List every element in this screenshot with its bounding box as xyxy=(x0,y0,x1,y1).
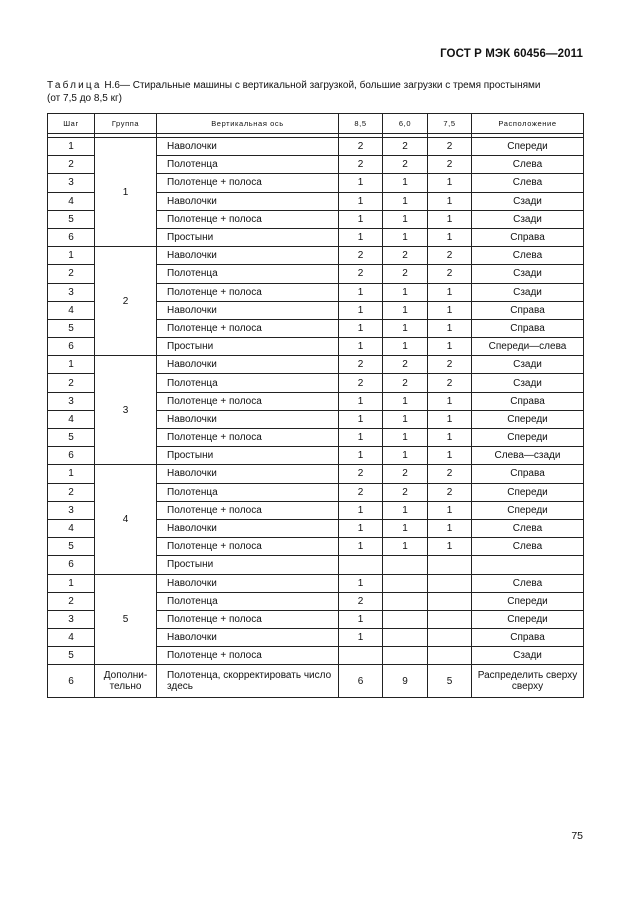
item-cell: Наволочки xyxy=(157,519,339,537)
step-cell: 6 xyxy=(48,228,95,246)
step-cell: 1 xyxy=(48,574,95,592)
caption-number: Н.6 xyxy=(104,80,120,91)
item-cell: Наволочки xyxy=(157,192,339,210)
load-85-cell: 1 xyxy=(339,538,383,556)
step-cell: 3 xyxy=(48,610,95,628)
load-60-cell xyxy=(383,592,428,610)
load-85-cell: 1 xyxy=(339,410,383,428)
step-cell: 3 xyxy=(48,501,95,519)
placement-cell: Сзади xyxy=(472,647,584,665)
step-cell: 1 xyxy=(48,465,95,483)
load-75-cell: 2 xyxy=(428,465,472,483)
table-row xyxy=(48,247,584,265)
load-75-cell xyxy=(428,647,472,665)
table-row xyxy=(48,138,584,156)
step-cell: 6 xyxy=(48,338,95,356)
load-75-cell: 1 xyxy=(428,519,472,537)
load-85-cell: 1 xyxy=(339,174,383,192)
load-75-cell: 1 xyxy=(428,192,472,210)
load-85-cell: 1 xyxy=(339,283,383,301)
item-cell: Простыни xyxy=(157,338,339,356)
item-cell: Полотенце + полоса xyxy=(157,610,339,628)
load-60-cell: 1 xyxy=(383,174,428,192)
load-85-cell: 2 xyxy=(339,265,383,283)
caption-text-line2: (от 7,5 до 8,5 кг) xyxy=(47,93,122,104)
placement-cell: Слева xyxy=(472,574,584,592)
table-row xyxy=(48,665,584,698)
load-75-cell: 1 xyxy=(428,319,472,337)
step-cell: 5 xyxy=(48,538,95,556)
group-cell: 1 xyxy=(95,138,157,247)
item-cell: Наволочки xyxy=(157,629,339,647)
placement-cell: Сзади xyxy=(472,210,584,228)
group-cell: 3 xyxy=(95,356,157,465)
placement-cell: Распределить сверху сверху xyxy=(472,665,584,698)
placement-cell: Спереди xyxy=(472,501,584,519)
load-60-cell: 1 xyxy=(383,192,428,210)
group-cell: Дополни-тельно xyxy=(95,665,157,698)
column-header-load-60: 6,0 xyxy=(383,114,428,134)
load-60-cell: 2 xyxy=(383,356,428,374)
step-cell: 6 xyxy=(48,447,95,465)
load-75-cell: 2 xyxy=(428,265,472,283)
table-row xyxy=(48,574,584,592)
load-60-cell: 2 xyxy=(383,138,428,156)
load-60-cell: 1 xyxy=(383,338,428,356)
item-cell: Наволочки xyxy=(157,247,339,265)
group-cell: 4 xyxy=(95,465,157,574)
item-cell: Полотенце + полоса xyxy=(157,538,339,556)
placement-cell xyxy=(472,556,584,574)
placement-cell: Спереди—слева xyxy=(472,338,584,356)
load-60-cell: 2 xyxy=(383,465,428,483)
load-75-cell: 2 xyxy=(428,138,472,156)
placement-cell: Спереди xyxy=(472,138,584,156)
load-60-cell: 2 xyxy=(383,265,428,283)
load-85-cell: 1 xyxy=(339,629,383,647)
step-cell: 2 xyxy=(48,592,95,610)
load-85-cell: 1 xyxy=(339,501,383,519)
load-75-cell: 1 xyxy=(428,447,472,465)
load-75-cell: 1 xyxy=(428,429,472,447)
load-85-cell xyxy=(339,556,383,574)
step-cell: 3 xyxy=(48,283,95,301)
load-75-cell xyxy=(428,556,472,574)
load-75-cell: 5 xyxy=(428,665,472,698)
load-75-cell: 1 xyxy=(428,538,472,556)
placement-cell: Слева xyxy=(472,519,584,537)
load-85-cell: 1 xyxy=(339,574,383,592)
load-85-cell: 1 xyxy=(339,338,383,356)
load-60-cell: 1 xyxy=(383,447,428,465)
load-60-cell: 1 xyxy=(383,519,428,537)
load-85-cell: 1 xyxy=(339,192,383,210)
item-cell: Полотенце + полоса xyxy=(157,647,339,665)
load-75-cell: 1 xyxy=(428,210,472,228)
step-cell: 4 xyxy=(48,629,95,647)
item-cell: Наволочки xyxy=(157,301,339,319)
load-60-cell: 2 xyxy=(383,247,428,265)
step-cell: 5 xyxy=(48,319,95,337)
load-85-cell xyxy=(339,647,383,665)
step-cell: 4 xyxy=(48,519,95,537)
placement-cell: Справа xyxy=(472,228,584,246)
placement-cell: Слева xyxy=(472,538,584,556)
load-75-cell: 2 xyxy=(428,483,472,501)
step-cell: 1 xyxy=(48,247,95,265)
step-cell: 4 xyxy=(48,192,95,210)
load-75-cell xyxy=(428,629,472,647)
load-60-cell xyxy=(383,556,428,574)
load-85-cell: 1 xyxy=(339,610,383,628)
load-85-cell: 1 xyxy=(339,429,383,447)
load-75-cell: 1 xyxy=(428,174,472,192)
step-cell: 5 xyxy=(48,429,95,447)
placement-cell: Справа xyxy=(472,392,584,410)
placement-cell: Спереди xyxy=(472,610,584,628)
load-75-cell: 1 xyxy=(428,501,472,519)
placement-cell: Сзади xyxy=(472,265,584,283)
load-85-cell: 6 xyxy=(339,665,383,698)
load-60-cell xyxy=(383,574,428,592)
document-header: ГОСТ Р МЭК 60456—2011 xyxy=(440,48,583,60)
placement-cell: Сзади xyxy=(472,374,584,392)
placement-cell: Справа xyxy=(472,319,584,337)
load-60-cell: 1 xyxy=(383,538,428,556)
item-cell: Наволочки xyxy=(157,356,339,374)
step-cell: 6 xyxy=(48,556,95,574)
item-cell: Полотенца xyxy=(157,265,339,283)
load-75-cell xyxy=(428,610,472,628)
load-60-cell: 2 xyxy=(383,374,428,392)
placement-cell: Справа xyxy=(472,629,584,647)
load-60-cell: 1 xyxy=(383,501,428,519)
step-cell: 5 xyxy=(48,210,95,228)
column-header-step: Шаг xyxy=(48,114,95,134)
load-75-cell: 1 xyxy=(428,228,472,246)
placement-cell: Слева xyxy=(472,156,584,174)
step-cell: 1 xyxy=(48,138,95,156)
step-cell: 2 xyxy=(48,483,95,501)
step-cell: 5 xyxy=(48,647,95,665)
load-75-cell: 1 xyxy=(428,392,472,410)
placement-cell: Справа xyxy=(472,465,584,483)
load-75-cell: 2 xyxy=(428,356,472,374)
placement-cell: Справа xyxy=(472,301,584,319)
step-cell: 2 xyxy=(48,374,95,392)
load-85-cell: 1 xyxy=(339,392,383,410)
load-60-cell: 1 xyxy=(383,410,428,428)
load-85-cell: 1 xyxy=(339,210,383,228)
item-cell: Наволочки xyxy=(157,574,339,592)
item-cell: Полотенца xyxy=(157,592,339,610)
placement-cell: Спереди xyxy=(472,429,584,447)
load-60-cell: 2 xyxy=(383,156,428,174)
load-85-cell: 2 xyxy=(339,138,383,156)
placement-cell: Слева xyxy=(472,174,584,192)
placement-cell: Сзади xyxy=(472,356,584,374)
item-cell: Полотенца xyxy=(157,483,339,501)
load-85-cell: 2 xyxy=(339,374,383,392)
group-cell: 5 xyxy=(95,574,157,665)
item-cell: Полотенце + полоса xyxy=(157,283,339,301)
load-85-cell: 1 xyxy=(339,228,383,246)
load-85-cell: 1 xyxy=(339,447,383,465)
item-cell: Полотенце + полоса xyxy=(157,174,339,192)
load-60-cell: 1 xyxy=(383,210,428,228)
table-caption xyxy=(47,79,583,105)
placement-cell: Сзади xyxy=(472,192,584,210)
load-75-cell: 1 xyxy=(428,410,472,428)
column-header-load-85: 8,5 xyxy=(339,114,383,134)
placement-cell: Слева—сзади xyxy=(472,447,584,465)
item-cell: Полотенце + полоса xyxy=(157,319,339,337)
load-60-cell: 1 xyxy=(383,283,428,301)
load-60-cell: 1 xyxy=(383,319,428,337)
step-cell: 3 xyxy=(48,392,95,410)
table-header-row xyxy=(48,114,584,134)
step-cell: 4 xyxy=(48,410,95,428)
column-header-load-75: 7,5 xyxy=(428,114,472,134)
item-cell: Простыни xyxy=(157,447,339,465)
column-header-axis: Вертикальная ось xyxy=(157,114,339,134)
item-cell: Полотенца xyxy=(157,374,339,392)
table-row xyxy=(48,465,584,483)
group-cell: 2 xyxy=(95,247,157,356)
step-cell: 6 xyxy=(48,665,95,698)
caption-label: Таблица xyxy=(47,80,102,91)
load-75-cell: 1 xyxy=(428,301,472,319)
step-cell: 2 xyxy=(48,156,95,174)
load-85-cell: 1 xyxy=(339,319,383,337)
item-cell: Простыни xyxy=(157,556,339,574)
load-85-cell: 2 xyxy=(339,465,383,483)
table-body xyxy=(48,134,584,698)
placement-cell: Слева xyxy=(472,247,584,265)
load-85-cell: 1 xyxy=(339,301,383,319)
load-60-cell xyxy=(383,629,428,647)
item-cell: Полотенце + полоса xyxy=(157,210,339,228)
item-cell: Полотенце + полоса xyxy=(157,392,339,410)
placement-cell: Спереди xyxy=(472,483,584,501)
load-60-cell: 1 xyxy=(383,429,428,447)
load-60-cell: 1 xyxy=(383,228,428,246)
load-60-cell: 9 xyxy=(383,665,428,698)
item-cell: Наволочки xyxy=(157,138,339,156)
load-85-cell: 2 xyxy=(339,592,383,610)
item-cell: Наволочки xyxy=(157,465,339,483)
load-75-cell: 2 xyxy=(428,247,472,265)
placement-cell: Сзади xyxy=(472,283,584,301)
data-table xyxy=(47,113,584,698)
item-cell: Простыни xyxy=(157,228,339,246)
step-cell: 3 xyxy=(48,174,95,192)
item-cell: Полотенца, скорректировать число здесь xyxy=(157,665,339,698)
table-row xyxy=(48,356,584,374)
load-75-cell: 2 xyxy=(428,156,472,174)
load-85-cell: 2 xyxy=(339,156,383,174)
load-60-cell: 1 xyxy=(383,392,428,410)
load-75-cell xyxy=(428,574,472,592)
placement-cell: Спереди xyxy=(472,410,584,428)
load-75-cell: 1 xyxy=(428,338,472,356)
item-cell: Полотенца xyxy=(157,156,339,174)
load-75-cell xyxy=(428,592,472,610)
column-header-group: Группа xyxy=(95,114,157,134)
load-60-cell: 2 xyxy=(383,483,428,501)
load-75-cell: 2 xyxy=(428,374,472,392)
load-60-cell xyxy=(383,647,428,665)
load-85-cell: 2 xyxy=(339,483,383,501)
column-header-placement: Расположение xyxy=(472,114,584,134)
item-cell: Наволочки xyxy=(157,410,339,428)
load-85-cell: 1 xyxy=(339,519,383,537)
step-cell: 4 xyxy=(48,301,95,319)
caption-text-line1: — Стиральные машины с вертикальной загрузкой, большие загрузки с тремя простынями xyxy=(119,80,541,91)
load-85-cell: 2 xyxy=(339,247,383,265)
item-cell: Полотенце + полоса xyxy=(157,429,339,447)
item-cell: Полотенце + полоса xyxy=(157,501,339,519)
step-cell: 2 xyxy=(48,265,95,283)
placement-cell: Спереди xyxy=(472,592,584,610)
step-cell: 1 xyxy=(48,356,95,374)
load-85-cell: 2 xyxy=(339,356,383,374)
load-60-cell: 1 xyxy=(383,301,428,319)
page-number: 75 xyxy=(571,830,583,842)
load-60-cell xyxy=(383,610,428,628)
load-75-cell: 1 xyxy=(428,283,472,301)
